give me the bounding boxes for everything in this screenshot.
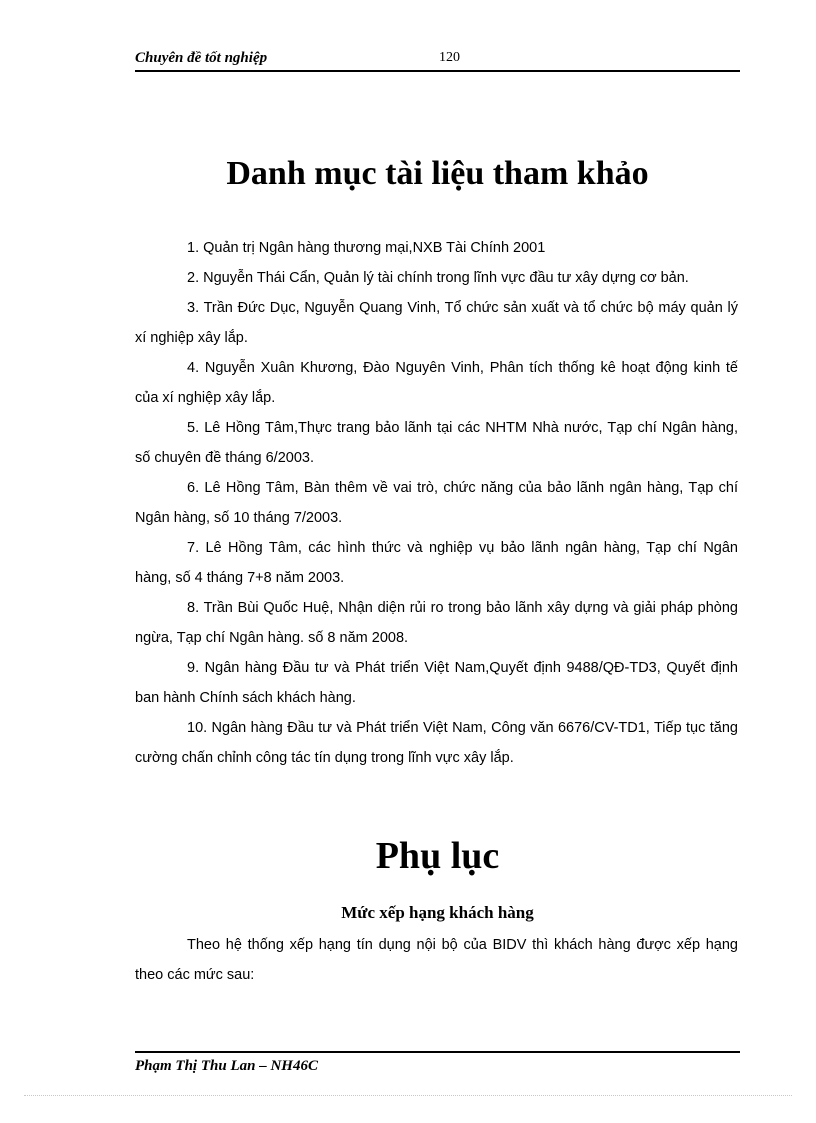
appendix-title: Phụ lục <box>375 835 500 877</box>
reference-item: 3. Trần Đức Dục, Nguyễn Quang Vinh, Tổ chức sản xuất và tổ chức bộ máy quản lý xí nghiệp xây lắp. <box>135 300 738 346</box>
reference-item: 10. Ngân hàng Đầu tư và Phát triển Việt Nam, Công văn 6676/CV-TD1, Tiếp tục tăng cường chấn chỉnh công tác tín dụng trong lĩnh vực xây lắp. <box>135 720 738 766</box>
reference-item: 4. Nguyễn Xuân Khương, Đào Nguyên Vinh, Phân tích thống kê hoạt động kinh tế của xí nghiệp xây lắp. <box>135 360 738 406</box>
reference-item: 6. Lê Hồng Tâm, Bàn thêm về vai trò, chức năng của bảo lãnh ngân hàng, Tạp chí Ngân hàng, số 10 tháng 7/2003. <box>135 480 738 526</box>
page-edge-divider <box>24 1095 792 1096</box>
reference-item: 7. Lê Hồng Tâm, các hình thức và nghiệp vụ bảo lãnh ngân hàng, Tạp chí Ngân hàng, số 4 tháng 7+8 năm 2003. <box>135 540 738 586</box>
reference-item: 5. Lê Hồng Tâm,Thực trang bảo lãnh tại các NHTM Nhà nước, Tạp chí Ngân hàng, số chuyên đề tháng 6/2003. <box>135 420 738 466</box>
reference-item: 2. Nguyễn Thái Cẩn, Quản lý tài chính trong lĩnh vực đầu tư xây dựng cơ bản. <box>187 270 689 286</box>
page-header <box>135 48 740 72</box>
references-title: Danh mục tài liệu tham khảo <box>226 155 649 192</box>
reference-item: 1. Quản trị Ngân hàng thương mại,NXB Tài Chính 2001 <box>187 240 546 256</box>
reference-list <box>135 233 738 773</box>
page-number: 120 <box>439 50 460 65</box>
page-footer <box>135 1051 740 1074</box>
reference-item: 8. Trần Bùi Quốc Huệ, Nhận diện rủi ro trong bảo lãnh xây dựng và giải pháp phòng ngừa, Tạp chí Ngân hàng. số 8 năm 2008. <box>135 600 738 646</box>
footer-author: Phạm Thị Thu Lan – NH46C <box>135 1058 318 1074</box>
appendix-intro-paragraph: Theo hệ thống xếp hạng tín dụng nội bộ của BIDV thì khách hàng được xếp hạng theo các mức sau: <box>135 937 738 983</box>
reference-item: 9. Ngân hàng Đầu tư và Phát triển Việt Nam,Quyết định 9488/QĐ-TD3, Quyết định ban hành Chính sách khách hàng. <box>135 660 738 706</box>
header-title: Chuyên đề tốt nghiệp <box>135 50 268 66</box>
appendix-subheading: Mức xếp hạng khách hàng <box>341 903 534 922</box>
